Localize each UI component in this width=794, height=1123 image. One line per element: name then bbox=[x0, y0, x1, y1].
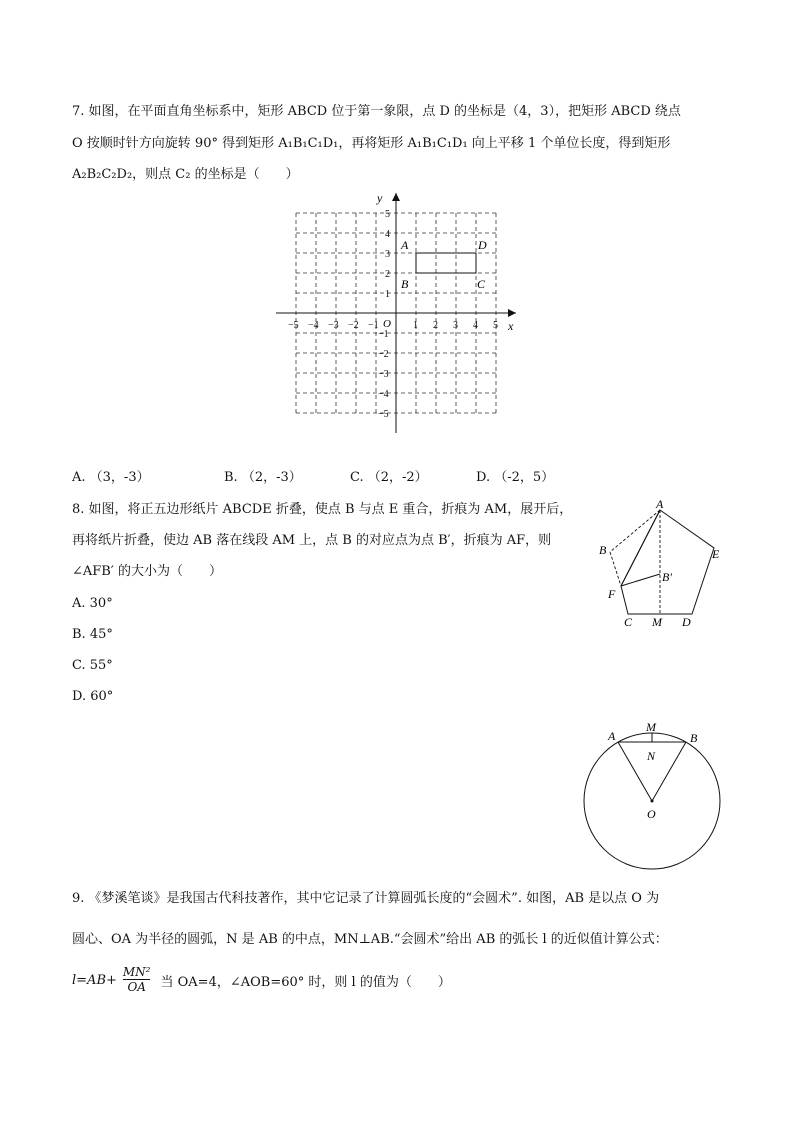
q9-formula-row bbox=[72, 962, 451, 998]
center-dot bbox=[651, 800, 654, 803]
y-tick-label: −4 bbox=[378, 389, 389, 400]
pentagon-outline bbox=[621, 510, 714, 614]
q8-option-a[interactable]: A. 30° bbox=[72, 596, 113, 611]
y-tick-label: −5 bbox=[378, 409, 389, 420]
x-tick-label: 3 bbox=[453, 320, 458, 331]
q7-text-line3: A₂B₂C₂D₂，则点 C₂ 的坐标是（ ） bbox=[72, 167, 299, 182]
x-tick-label: 2 bbox=[433, 320, 438, 331]
q7-option-a[interactable]: A. （3，-3） bbox=[72, 470, 150, 485]
y-tick-label: −1 bbox=[378, 329, 389, 340]
circle-label-a: A bbox=[608, 729, 616, 743]
x-axis-arrow-icon bbox=[508, 309, 516, 317]
y-axis-arrow-icon bbox=[392, 193, 400, 201]
pentagon-label-a: A bbox=[656, 497, 664, 511]
point-a-label: A bbox=[401, 238, 409, 252]
q8-pentagon-figure bbox=[590, 496, 730, 636]
circle-label-o: O bbox=[647, 807, 656, 821]
y-tick-label: −2 bbox=[378, 349, 389, 360]
dashed-ab bbox=[610, 510, 660, 552]
q7-text-line1: 7. 如图，在平面直角坐标系中，矩形 ABCD 位于第一象限，点 D 的坐标是（4，3），把矩形 ABCD 绕点 bbox=[72, 104, 681, 119]
formula-denominator: OA bbox=[123, 979, 150, 995]
q8-option-c[interactable]: C. 55° bbox=[72, 658, 113, 673]
point-b-label: B bbox=[401, 277, 409, 291]
x-tick-label: −2 bbox=[348, 320, 359, 331]
q8-text-line1: 8. 如图，将正五边形纸片 ABCDE 折叠，使点 B 与点 E 重合，折痕为 AM，展开后， bbox=[72, 502, 573, 517]
fold-line-af bbox=[621, 510, 660, 586]
pentagon-label-m: M bbox=[652, 615, 662, 629]
q9-text-line2: 圆心、OA 为半径的圆弧，N 是 AB 的中点，MN⊥AB.“会圆术”给出 AB 的弧长 l 的近似值计算公式： bbox=[72, 932, 668, 947]
formula-fraction bbox=[121, 965, 153, 995]
circle-label-b: B bbox=[690, 731, 698, 745]
origin-label: O bbox=[383, 318, 391, 330]
pentagon-label-f: F bbox=[608, 587, 616, 601]
pentagon-label-e: E bbox=[712, 547, 720, 561]
point-d-label: D bbox=[478, 238, 487, 252]
q8-text-line3: ∠AFB′ 的大小为（ ） bbox=[72, 564, 222, 579]
pentagon-label-bprime: B′ bbox=[662, 570, 672, 584]
x-tick-label: 5 bbox=[493, 320, 498, 331]
q7-text-line2: O 按顺时针方向旋转 90° 得到矩形 A₁B₁C₁D₁，再将矩形 A₁B₁C₁D₁ 向上平移 1 个单位长度，得到矩形 bbox=[72, 136, 671, 151]
x-tick-label: −1 bbox=[368, 320, 379, 331]
q7-option-d[interactable]: D. （-2，5） bbox=[476, 470, 555, 485]
y-tick-label: 5 bbox=[385, 209, 390, 220]
q8-option-d[interactable]: D. 60° bbox=[72, 689, 114, 704]
q9-circle-figure bbox=[576, 720, 736, 880]
x-tick-label: 4 bbox=[473, 320, 478, 331]
rectangle-abcd bbox=[416, 253, 476, 273]
dashed-bf bbox=[610, 552, 621, 586]
circle-label-n: N bbox=[647, 749, 656, 763]
pentagon-label-d: D bbox=[682, 615, 691, 629]
formula-numerator: MN² bbox=[122, 965, 151, 979]
pentagon-label-b: B bbox=[599, 543, 607, 557]
q8-option-b[interactable]: B. 45° bbox=[72, 627, 113, 642]
circle-label-m: M bbox=[646, 720, 656, 734]
point-c-label: C bbox=[477, 277, 486, 291]
y-tick-label: 4 bbox=[385, 229, 390, 240]
y-axis-label: y bbox=[377, 191, 383, 205]
q9-text-line1: 9. 《梦溪笔谈》是我国古代科技著作，其中它记录了计算圆弧长度的“会圆术”. 如图，AB 是以点 O 为 bbox=[72, 891, 660, 906]
pentagon-label-c: C bbox=[624, 615, 633, 629]
q7-option-c[interactable]: C. （2，-2） bbox=[350, 470, 428, 485]
segment-fbp bbox=[621, 574, 660, 586]
q7-option-b[interactable]: B. （2，-3） bbox=[224, 470, 302, 485]
x-axis-label: x bbox=[508, 319, 514, 333]
y-tick-label: 3 bbox=[385, 249, 390, 260]
q9-text-line3-tail: 当 OA=4，∠AOB=60° 时，则 l 的值为（ ） bbox=[160, 974, 451, 990]
x-tick-label: 1 bbox=[413, 320, 418, 331]
y-tick-label: 1 bbox=[385, 289, 390, 300]
radius-ob bbox=[652, 742, 686, 801]
formula-lhs: l=AB+ bbox=[72, 972, 117, 988]
q7-coordinate-figure bbox=[270, 188, 530, 438]
y-tick-label: 2 bbox=[385, 269, 390, 280]
x-tick-label: −5 bbox=[288, 320, 299, 331]
y-tick-label: −3 bbox=[378, 369, 389, 380]
x-tick-label: −3 bbox=[328, 320, 339, 331]
q8-text-line2: 再将纸片折叠，使边 AB 落在线段 AM 上，点 B 的对应点为点 B′，折痕为 AF，则 bbox=[72, 533, 552, 548]
x-tick-label: −4 bbox=[308, 320, 319, 331]
